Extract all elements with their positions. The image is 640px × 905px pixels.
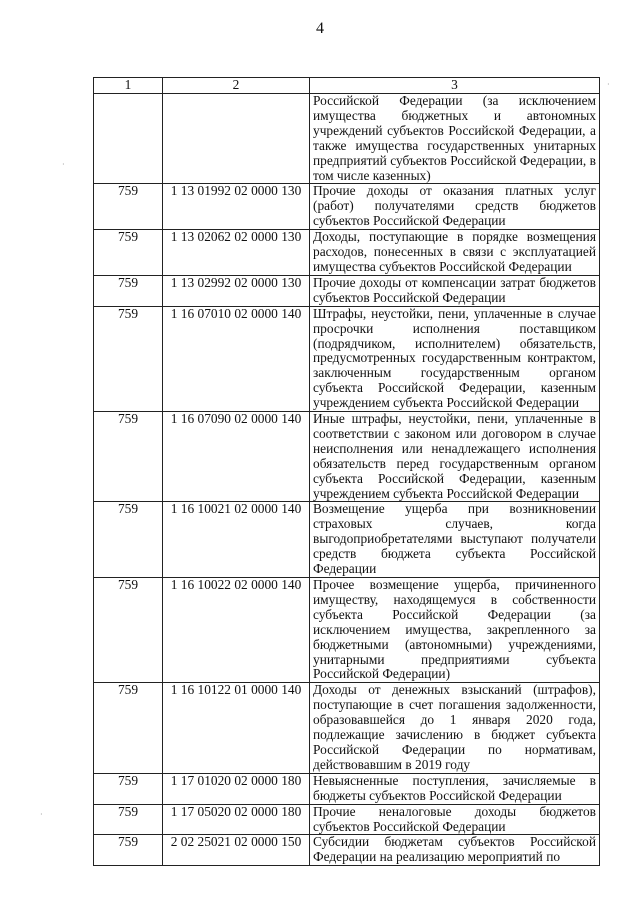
admin-code-cell: 759 [94,578,163,683]
revenue-name-text: Прочие доходы от компенсации затрат бюджетов субъектов Российской Федерации [313,274,596,305]
scan-speck: · [62,160,65,169]
table-header-row [94,78,600,94]
revenue-codes-table [93,77,600,866]
admin-code-cell: 759 [94,230,163,276]
admin-code-cell: 759 [94,683,163,773]
column-header-name: 3 [310,78,600,94]
table-row [94,683,600,773]
scan-speck: · [607,80,610,89]
revenue-code-cell: 1 17 05020 02 0000 180 [163,804,310,835]
revenue-code-cell: 1 13 02062 02 0000 130 [163,230,310,276]
admin-code-cell: 759 [94,184,163,230]
revenue-name-text: Иные штрафы, неустойки, пени, уплаченные в соответствии с законом или договором в случае неисполнения или ненадлежащего исполнения обязательств перед государственным органом субъекта Российской Федерации, казенным учреждением субъекта Российской Федерации [313,411,596,501]
revenue-name-text: Возмещение ущерба при возникновении страховых случаев, когда выгодоприобретателями выступают получатели средств бюджета субъекта Российской Федерации [313,501,596,577]
revenue-name-cell [310,94,600,184]
table-row [94,306,600,411]
table-row [94,578,600,683]
revenue-code-cell: 1 17 01020 02 0000 180 [163,773,310,804]
revenue-name-text: Доходы от денежных взысканий (штрафов), поступающие в счет погашения задолженности, образовавшейся до 1 января 2020 года, подлежащие зачислению в бюджет субъекта Российской Федерации по нормативам, действовавшим в 2019 году [313,682,596,772]
revenue-name-text: Доходы, поступающие в порядке возмещения расходов, понесенных в связи с эксплуатацией имущества субъектов Российской Федерации [313,229,596,274]
revenue-name-text: Прочие доходы от оказания платных услуг (работ) получателями средств бюджетов субъектов Российской Федерации [313,183,596,229]
revenue-name-cell [310,230,600,276]
revenue-code-cell: 1 13 02992 02 0000 130 [163,275,310,306]
table-row [94,94,600,184]
admin-code-cell: 759 [94,502,163,578]
revenue-name-cell [310,683,600,773]
revenue-name-cell [310,275,600,306]
table-row [94,230,600,276]
revenue-code-cell: 1 16 10122 01 0000 140 [163,683,310,773]
table-row [94,773,600,804]
revenue-code-cell: 2 02 25021 02 0000 150 [163,835,310,866]
admin-code-cell: 759 [94,773,163,804]
revenue-name-cell [310,835,600,866]
scan-speck: · [40,810,43,819]
revenue-code-cell: 1 16 10021 02 0000 140 [163,502,310,578]
table-row [94,804,600,835]
admin-code-cell: 759 [94,835,163,866]
revenue-code-cell [163,94,310,184]
revenue-code-cell: 1 16 07010 02 0000 140 [163,306,310,411]
table-row [94,835,600,866]
column-header-code: 2 [163,78,310,94]
revenue-name-cell [310,578,600,683]
revenue-code-cell: 1 13 01992 02 0000 130 [163,184,310,230]
revenue-code-cell: 1 16 07090 02 0000 140 [163,412,310,502]
table-row [94,184,600,230]
revenue-name-text: Прочие неналоговые доходы бюджетов субъектов Российской Федерации [313,803,596,834]
table-row [94,412,600,502]
revenue-name-cell [310,773,600,804]
revenue-code-cell: 1 16 10022 02 0000 140 [163,578,310,683]
revenue-name-cell [310,184,600,230]
admin-code-cell: 759 [94,275,163,306]
revenue-name-cell [310,412,600,502]
revenue-name-text: Прочее возмещение ущерба, причиненного имуществу, находящемуся в собственности субъекта Российской Федерации (за исключением имущества, закрепленного за бюджетными (автономными) учреждениями, унитарными предприятиями субъекта Российской Федерации) [313,577,596,682]
revenue-name-text: Невыясненные поступления, зачисляемые в бюджеты субъектов Российской Федерации [313,772,596,803]
table-row [94,275,600,306]
page-number: 4 [316,20,324,37]
table-row [94,502,600,578]
revenue-name-cell [310,306,600,411]
revenue-name-cell [310,804,600,835]
revenue-name-text: Российской Федерации (за исключением имущества бюджетных и автономных учреждений субъектов Российской Федерации, а также имущества государственных унитарных предприятий субъектов Российской Федерации, в том числе казенных) [313,93,596,183]
admin-code-cell: 759 [94,306,163,411]
revenue-name-text: Субсидии бюджетам субъектов Российской Федерации на реализацию мероприятий по [313,834,596,865]
revenue-name-text: Штрафы, неустойки, пени, уплаченные в случае просрочки исполнения поставщиком (подрядчиком, исполнителем) обязательств, предусмотренных государственным контрактом, заключенным государственным органом субъекта Российской Федерации, казенным учреждением субъекта Российской Федерации [313,305,596,411]
admin-code-cell [94,94,163,184]
revenue-name-cell [310,502,600,578]
admin-code-cell: 759 [94,804,163,835]
column-header-admin: 1 [94,78,163,94]
admin-code-cell: 759 [94,412,163,502]
